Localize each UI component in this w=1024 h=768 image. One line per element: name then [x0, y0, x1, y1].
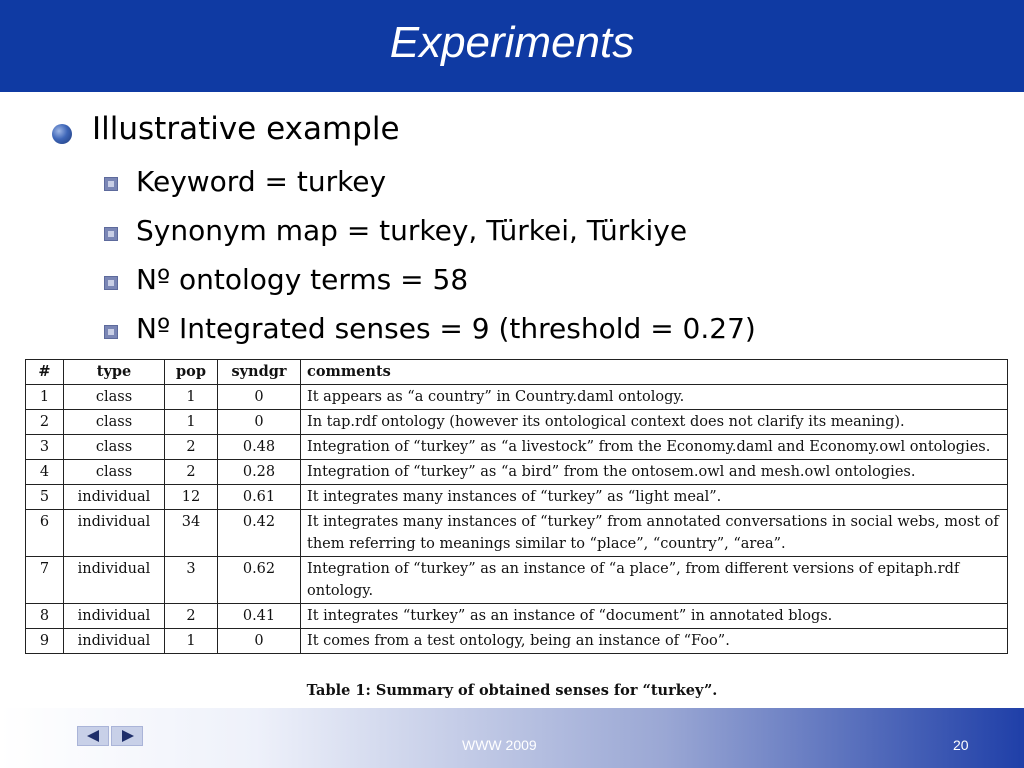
cell-type: individual	[64, 485, 165, 510]
col-header-comments: comments	[301, 360, 1008, 385]
table-caption: Table 1: Summary of obtained senses for “turkey”.	[306, 682, 718, 699]
cell-syndgr: 0.48	[218, 435, 301, 460]
cell-type: individual	[64, 629, 165, 654]
table-row	[26, 510, 1008, 557]
table-row	[26, 485, 1008, 510]
table-row	[26, 385, 1008, 410]
sub-bullet-square-icon	[104, 276, 118, 290]
cell-number: 2	[26, 410, 64, 435]
col-header-number: #	[26, 360, 64, 385]
cell-pop: 1	[165, 629, 218, 654]
col-header-syndgr: syndgr	[218, 360, 301, 385]
cell-comments: It integrates “turkey” as an instance of “document” in annotated blogs.	[301, 604, 1008, 629]
table-row	[26, 629, 1008, 654]
sub-bullet-square-icon	[104, 227, 118, 241]
col-header-pop: pop	[165, 360, 218, 385]
cell-type: class	[64, 410, 165, 435]
footer-conference: WWW 2009	[462, 737, 537, 753]
sub-bullet-ontology-terms: Nº ontology terms = 58	[136, 263, 469, 296]
cell-number: 9	[26, 629, 64, 654]
sub-bullet-square-icon	[104, 177, 118, 191]
table-row	[26, 435, 1008, 460]
cell-syndgr: 0	[218, 410, 301, 435]
sub-bullet-integrated-senses: Nº Integrated senses = 9 (threshold = 0.27)	[136, 312, 756, 345]
cell-number: 8	[26, 604, 64, 629]
cell-comments: Integration of “turkey” as “a bird” from the ontosem.owl and mesh.owl ontologies.	[301, 460, 1008, 485]
col-header-type: type	[64, 360, 165, 385]
cell-number: 7	[26, 557, 64, 604]
cell-type: individual	[64, 557, 165, 604]
cell-pop: 3	[165, 557, 218, 604]
cell-pop: 2	[165, 460, 218, 485]
page-number: 20	[953, 737, 969, 753]
cell-comments: It integrates many instances of “turkey” as “light meal”.	[301, 485, 1008, 510]
table-row	[26, 460, 1008, 485]
cell-type: class	[64, 460, 165, 485]
cell-pop: 1	[165, 410, 218, 435]
table-row	[26, 557, 1008, 604]
cell-syndgr: 0	[218, 385, 301, 410]
cell-comments: In tap.rdf ontology (however its ontological context does not clarify its meaning).	[301, 410, 1008, 435]
cell-number: 3	[26, 435, 64, 460]
table-header-row	[26, 360, 1008, 385]
cell-type: class	[64, 385, 165, 410]
table-row	[26, 604, 1008, 629]
cell-number: 4	[26, 460, 64, 485]
senses-table	[25, 359, 1008, 654]
cell-number: 1	[26, 385, 64, 410]
cell-pop: 34	[165, 510, 218, 557]
cell-pop: 12	[165, 485, 218, 510]
cell-comments: Integration of “turkey” as “a livestock” from the Economy.daml and Economy.owl ontologies.	[301, 435, 1008, 460]
cell-type: individual	[64, 510, 165, 557]
cell-syndgr: 0.61	[218, 485, 301, 510]
cell-pop: 2	[165, 435, 218, 460]
slide-title: Experiments	[389, 18, 635, 67]
next-slide-button[interactable]	[111, 726, 143, 746]
cell-pop: 1	[165, 385, 218, 410]
cell-syndgr: 0.62	[218, 557, 301, 604]
cell-number: 6	[26, 510, 64, 557]
left-arrow-icon	[87, 730, 99, 742]
sub-bullet-keyword: Keyword = turkey	[136, 165, 387, 198]
sub-bullet-square-icon	[104, 325, 118, 339]
right-arrow-icon	[122, 730, 134, 742]
table-row	[26, 410, 1008, 435]
cell-syndgr: 0.42	[218, 510, 301, 557]
cell-type: individual	[64, 604, 165, 629]
cell-syndgr: 0.41	[218, 604, 301, 629]
sub-bullet-synonym-map: Synonym map = turkey, Türkei, Türkiye	[136, 214, 688, 247]
previous-slide-button[interactable]	[77, 726, 109, 746]
cell-pop: 2	[165, 604, 218, 629]
cell-comments: Integration of “turkey” as an instance of “a place”, from different versions of epitaph.rdf ontology.	[301, 557, 1008, 604]
cell-type: class	[64, 435, 165, 460]
bullet-dot-icon	[52, 124, 72, 144]
cell-syndgr: 0	[218, 629, 301, 654]
cell-syndgr: 0.28	[218, 460, 301, 485]
bullet-illustrative-example: Illustrative example	[92, 111, 400, 147]
cell-comments: It comes from a test ontology, being an instance of “Foo”.	[301, 629, 1008, 654]
cell-comments: It appears as “a country” in Country.daml ontology.	[301, 385, 1008, 410]
cell-number: 5	[26, 485, 64, 510]
cell-comments: It integrates many instances of “turkey” from annotated conversations in social webs, most of them referring to meanings similar to “place”, “country”, “area”.	[301, 510, 1008, 557]
